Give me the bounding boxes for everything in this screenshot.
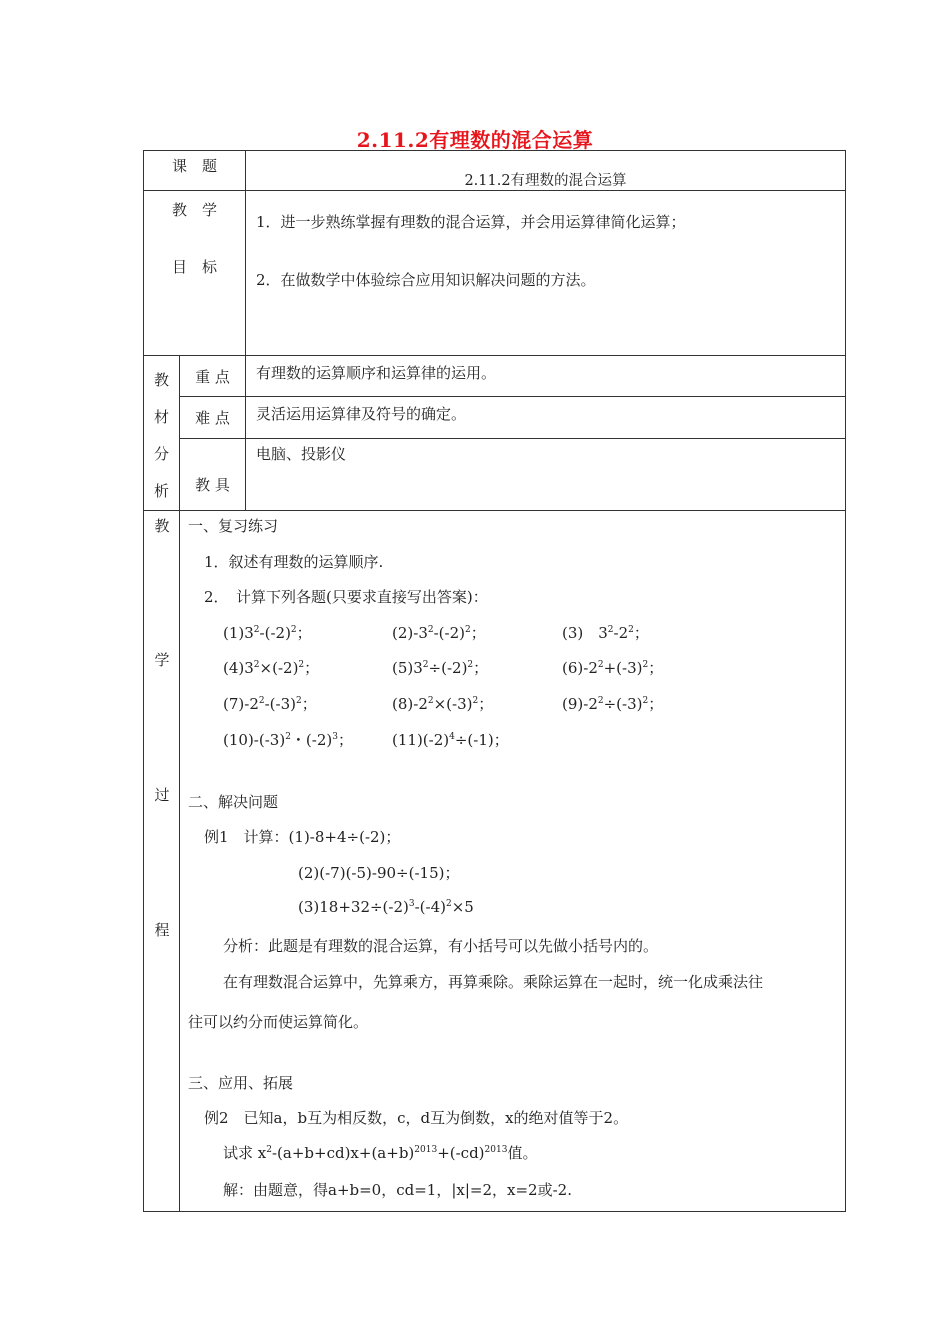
analysis-label-char-4: 析 [153,482,169,500]
difficulty-label-cell [180,396,246,438]
example-1-label: 例1 计算： [204,828,289,846]
example-1-part-2: (2)(-7)(-5)-90÷(-15)； [298,864,460,882]
process-label-char-4: 程 [154,921,170,939]
example-1 [204,826,400,847]
key-point-value-cell [246,356,846,397]
process-label-char-1: 教 [154,517,170,535]
tools-label: 教 具 [195,475,230,494]
process-label-cell [144,511,180,1212]
key-point-value: 有理数的运算顺序和运算律的运用。 [256,364,497,382]
analysis-label-cell [144,356,180,511]
example-2: 例2 已知a，b互为相反数，c，d互为倒数，x的绝对值等于2。 [204,1109,629,1127]
tools-value: 电脑、投影仪 [256,444,347,463]
solution-text: 解：由题意，得a+b=0，cd=1，|x|=2，x=2或-2. [223,1181,572,1199]
exercise-1: $(1)3^2-(-2)^2$； [223,624,312,642]
difficulty-label: 难 点 [195,408,230,427]
goals-label-top: 教 学 [172,201,218,219]
lesson-plan-table [143,150,846,1212]
analysis-paragraph-line-1: 在有理数混合运算中，先算乘方，再算乘除。乘除运算在一起时，统一化成乘法往 [223,973,764,991]
section-2-title: 二、解决问题 [188,793,279,811]
example-2-question: 试求 $x^2-(a+b+cd)x+(a+b)^{2013}+(-cd)^{2013}$值。 [223,1144,538,1162]
exercise-3: (3) $3^2-2^2$； [562,624,649,642]
difficulty-value-cell [246,396,846,438]
key-point-label-cell [180,356,246,397]
example-1-part-3: $(3)18+32\div(-2)^3-(-4)^2\times 5$ [298,898,474,916]
exercise-10: $(10)-(-3)^2$・$(-2)^3$； [223,731,353,749]
section-1-title: 一、复习练习 [188,517,279,535]
goals-label-cell [144,191,246,356]
process-row [144,511,846,1212]
exercise-4: $(4)3^2\times(-2)^2$； [223,659,320,677]
tools-value-cell [246,438,846,510]
key-point-label: 重 点 [195,368,230,386]
exercise-2: $(2)-3^2-(-2)^2$； [392,624,486,642]
topic-label: 课 题 [172,157,218,175]
analysis-label-char-1: 教 [153,371,169,389]
exercise-6: $(6)-2^2+(-3)^2$； [562,659,664,677]
topic-value-cell [246,151,846,191]
goal-item-1: 1．进一步熟练掌握有理数的混合运算，并会用运算律简化运算； [256,213,686,231]
document-title: 2.11.2有理数的混合运算 [356,128,594,152]
tools-row [144,438,846,510]
topic-value: 2.11.2有理数的混合运算 [464,173,627,189]
analysis-paragraph-line-2: 往可以约分而使运算简化。 [188,1013,369,1031]
review-item-1: 1．叙述有理数的运算顺序. [204,553,384,571]
key-point-row [144,356,846,397]
topic-row [144,151,846,191]
review-item-2: 2． 计算下列各题(只要求直接写出答案)： [204,588,488,606]
process-label-char-2: 学 [154,651,170,669]
process-label-char-3: 过 [154,786,170,804]
section-3-title: 三、应用、拓展 [188,1074,294,1092]
topic-label-cell [144,151,246,191]
analysis-label-char-2: 材 [153,408,169,426]
exercise-9: $(9)-2^2\div(-3)^2$； [562,695,664,713]
difficulty-value: 灵活运用运算律及符号的确定。 [256,404,467,423]
exercise-7: $(7)-2^2-(-3)^2$； [223,695,317,713]
process-content-cell [180,511,846,1212]
goals-label-bottom: 目 标 [172,258,218,276]
goal-item-2: 2．在做数学中体验综合应用知识解决问题的方法。 [256,271,596,289]
tools-label-cell [180,438,246,510]
goals-row [144,191,846,356]
exercise-8: $(8)-2^2\times(-3)^2$； [392,695,494,713]
exercise-5: $(5)3^2\div(-2)^2$； [392,659,489,677]
analysis-text: 分析：此题是有理数的混合运算，有小括号可以先做小括号内的。 [223,937,659,955]
example-1-part-1: (1)-8+4÷(-2)； [288,828,401,846]
goals-content-cell [246,191,846,356]
analysis-label-char-3: 分 [153,445,169,463]
exercise-11: $(11)(-2)^4\div(-1)$； [392,731,509,749]
difficulty-row [144,396,846,438]
